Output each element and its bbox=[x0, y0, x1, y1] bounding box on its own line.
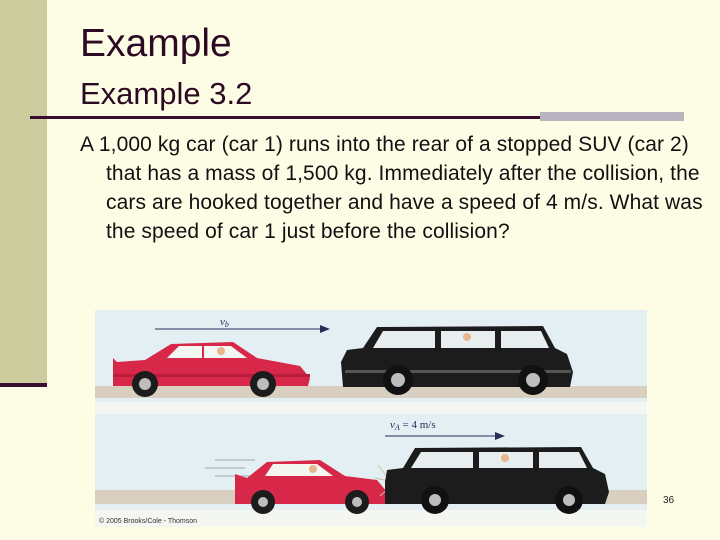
left-decor-band bbox=[0, 0, 47, 383]
black-suv-bottom bbox=[385, 447, 609, 514]
problem-text: A 1,000 kg car (car 1) runs into the rear of a stopped SUV (car 2) that has a mass of 1,500 kg. Immediately after the collision, the cars are hooked together and have a speed of 4 m/s. What was the speed of car 1 just before the collision? bbox=[80, 133, 703, 243]
slide-title: Example bbox=[80, 22, 232, 65]
velocity-after-subscript: A bbox=[394, 423, 400, 432]
figure-copyright: © 2005 Brooks/Cole - Thomson bbox=[99, 518, 198, 525]
velocity-before-subscript: b bbox=[224, 320, 229, 329]
title-rule bbox=[30, 116, 545, 119]
collision-figure bbox=[95, 310, 647, 527]
velocity-after-value: = 4 m/s bbox=[399, 419, 436, 431]
velocity-before-label: v bbox=[220, 316, 225, 328]
page-number: 36 bbox=[663, 495, 675, 506]
velocity-after-label: v bbox=[390, 419, 395, 431]
left-decor-band-edge bbox=[0, 383, 47, 387]
black-suv-top bbox=[341, 326, 573, 395]
slide-subtitle: Example 3.2 bbox=[80, 76, 253, 111]
road-top-panel bbox=[95, 386, 647, 398]
title-rule-accent bbox=[540, 112, 684, 121]
